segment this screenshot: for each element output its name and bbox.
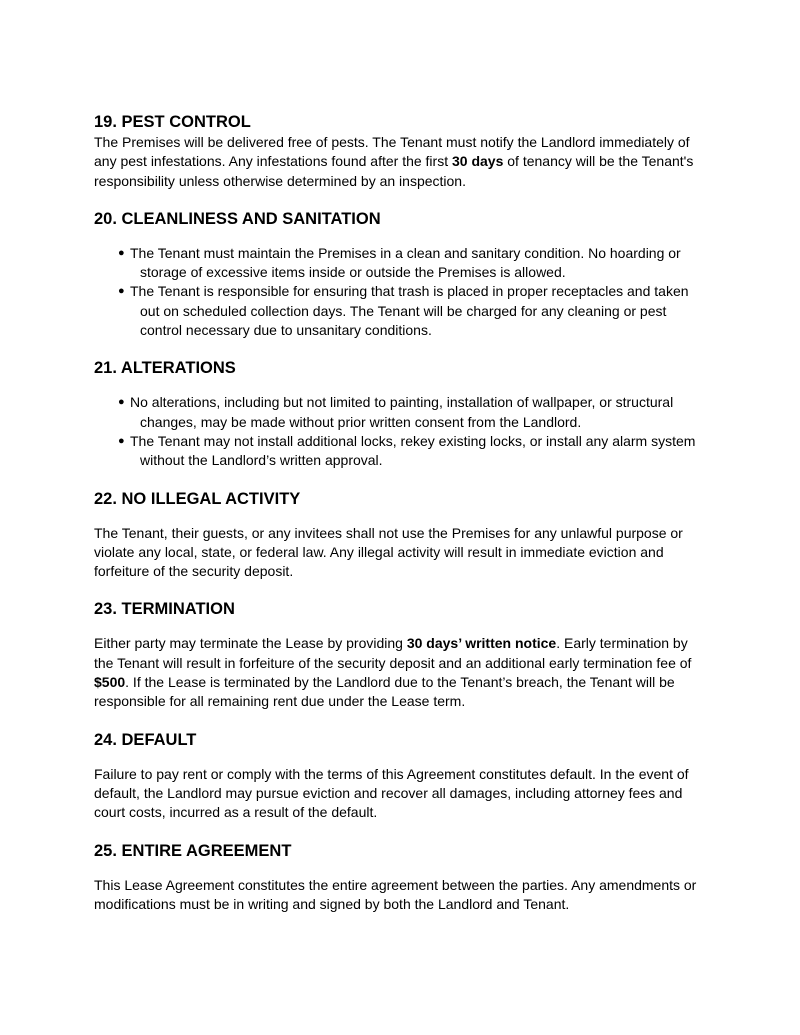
section-heading: 22. NO ILLEGAL ACTIVITY — [94, 489, 301, 508]
bullet-icon: ● — [118, 285, 125, 298]
section-paragraph — [94, 133, 710, 191]
section-paragraph — [94, 765, 710, 823]
text-run: The Premises will be delivered free of pests. The Tenant must notify the Landlord immediately of any pest infestations. Any infestations found after the first — [94, 134, 690, 170]
section-heading: 24. DEFAULT — [94, 730, 197, 749]
section-heading: 20. CLEANLINESS AND SANITATION — [94, 209, 381, 228]
text-run: . If the Lease is terminated by the Landlord due to the Tenant’s breach, the Tenant will be responsible for all remaining rent due under the Lease term. — [94, 674, 675, 710]
bullet-list — [94, 393, 710, 470]
section-heading: 23. TERMINATION — [94, 600, 235, 619]
list-item — [94, 282, 710, 340]
bullet-icon: ● — [118, 434, 125, 447]
section-paragraph — [94, 634, 710, 711]
text-run: . Early termination by the Tenant will result in forfeiture of the security deposit and an additional early termination fee of — [94, 635, 692, 671]
section-termination — [94, 599, 710, 711]
list-item — [94, 393, 710, 432]
list-item-text: The Tenant must maintain the Premises in a clean and sanitary condition. No hoarding or storage of excessive items inside or outside the Premises is allowed. — [130, 244, 681, 281]
section-heading: 19. PEST CONTROL — [94, 113, 251, 131]
bold-text-run: 30 days’ written notice — [406, 635, 557, 652]
section-alterations — [94, 358, 710, 470]
bold-text-run: $500 — [94, 674, 126, 691]
section-heading: 21. ALTERATIONS — [94, 359, 236, 378]
section-heading: 25. ENTIRE AGREEMENT — [94, 841, 292, 860]
section-default — [94, 730, 710, 823]
section-paragraph — [94, 876, 710, 915]
section-paragraph — [94, 524, 710, 582]
section-no-illegal-activity — [94, 489, 710, 582]
section-pest-control — [94, 112, 710, 191]
bullet-icon: ● — [118, 396, 125, 409]
list-item-text: No alterations, including but not limited to painting, installation of wallpaper, or structural changes, may be made without prior written consent from the Landlord. — [130, 394, 674, 430]
section-cleanliness — [94, 209, 710, 340]
text-run: Failure to pay rent or comply with the terms of this Agreement constitutes default. In the event of default, the Landlord may pursue eviction and recover all damages, including attorney fees and court costs, incurred as a result of the default. — [94, 765, 689, 821]
list-item — [94, 244, 710, 283]
bold-text-run: 30 days — [451, 153, 504, 170]
text-run: The Tenant, their guests, or any invitees shall not use the Premises for any unlawful purpose or violate any local, state, or federal law. Any illegal activity will result in immediate eviction and forfeiture of the security deposit. — [94, 524, 683, 580]
section-entire-agreement — [94, 841, 710, 915]
bullet-list — [94, 244, 710, 340]
bullet-icon: ● — [118, 246, 125, 259]
list-item-text: The Tenant may not install additional locks, rekey existing locks, or install any alarm system without the Landlord’s written approval. — [130, 432, 696, 469]
text-run: of tenancy will be the Tenant's responsibility unless otherwise determined by an inspection. — [94, 153, 694, 189]
text-run: Either party may terminate the Lease by providing — [94, 635, 407, 652]
text-run: This Lease Agreement constitutes the entire agreement between the parties. Any amendments or modifications must be in writing and signed by both the Landlord and Tenant. — [94, 876, 697, 912]
list-item-text: The Tenant is responsible for ensuring that trash is placed in proper receptacles and taken out on scheduled collection days. The Tenant will be charged for any cleaning or pest control necessary due to unsanitary conditions. — [130, 283, 689, 339]
list-item — [94, 432, 710, 471]
